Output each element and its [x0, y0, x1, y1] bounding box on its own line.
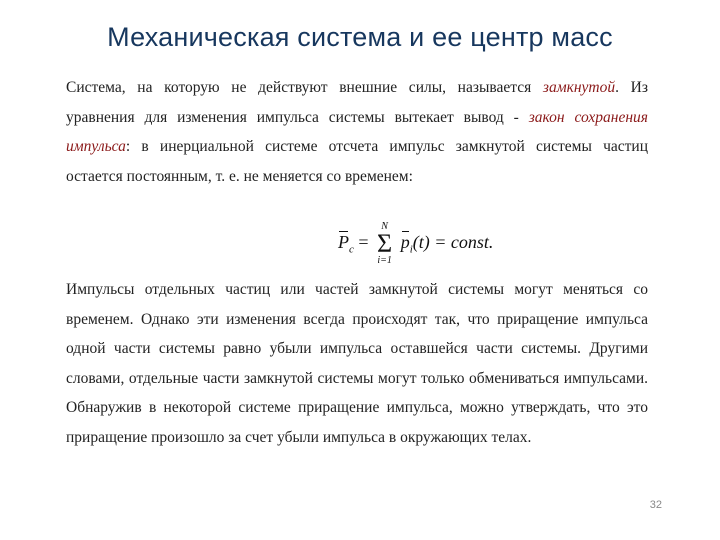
formula-rhs: = const.: [434, 232, 494, 253]
momentum-conservation-formula: [338, 222, 493, 266]
paragraph-text: Система, на которую не действуют внешние силы, называется: [66, 79, 543, 96]
formula-term-sub: i: [409, 243, 413, 256]
term-conservation-law: закон сохранения импульса: [66, 108, 648, 155]
sigma-symbol: Σ: [377, 229, 393, 258]
sum-lower-limit: i=1: [377, 255, 392, 266]
formula-equals: =: [358, 232, 369, 253]
formula-term: p: [400, 232, 410, 253]
sum-upper-limit: N: [381, 221, 388, 232]
slide-title: Механическая система и ее центр масс: [107, 22, 613, 52]
formula-lhs: P: [338, 232, 349, 253]
paragraph-text: : в инерциальной системе отсчета импульс замкнутой системы частиц остается постоянным, т. е. не меняется со временем:: [66, 138, 648, 185]
formula-arg: (t): [412, 232, 430, 253]
summation: [377, 222, 392, 266]
paragraph-closed-system: [66, 73, 648, 191]
formula-lhs-sub: c: [349, 243, 354, 256]
paragraph-momentum-exchange: Импульсы отдельных частиц или частей замкнутой системы могут меняться со временем. Однако эти изменения всегда происходят так, что приращение импульса одной части системы равно убыли импульса оставшейся части системы. Другими словами, отдельные части замкнутой системы могут только обмениваться импульсами. Обнаружив в некоторой системе приращение импульса, можно утверждать, что это приращение произошло за счет убыли импульса в окружающих телах.: [66, 281, 648, 446]
paragraph-text: . Из уравнения для изменения импульса системы вытекает вывод -: [66, 79, 648, 126]
page-number: 32: [649, 499, 662, 511]
term-closed: замкнутой: [542, 79, 616, 96]
